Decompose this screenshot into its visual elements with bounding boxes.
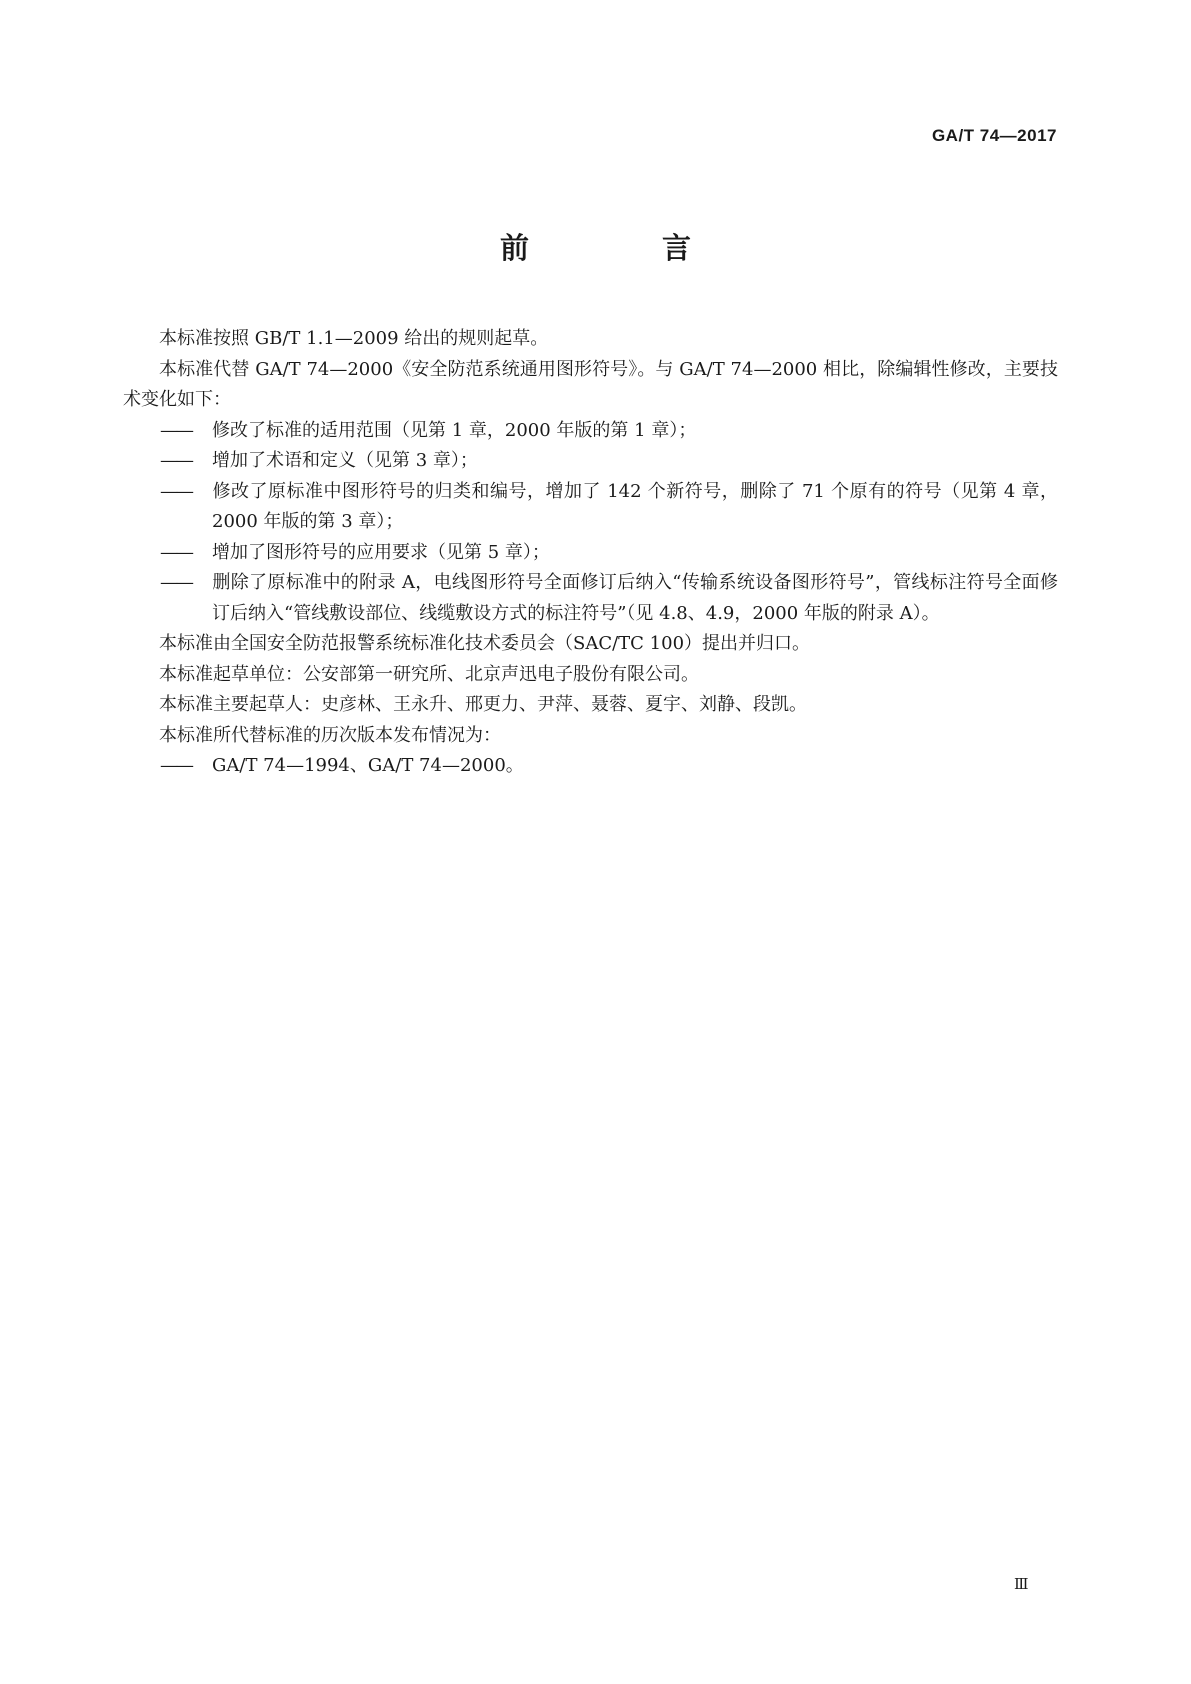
list-item-text: GA/T 74—1994、GA/T 74—2000。 (212, 755, 524, 776)
list-item-text: 删除了原标准中的附录 A，电线图形符号全面修订后纳入“传输系统设备图形符号”，管线标注符号全面修订后纳入“管线敷设部位、线缆敷设方式的标注符号”（见 4.8、4.9，2000 年版的附录 A）。 (212, 572, 1058, 624)
list-item-change (123, 568, 1058, 629)
paragraph-drafting-rules: 本标准按照 GB/T 1.1—2009 给出的规则起草。 (159, 328, 549, 349)
paragraph-drafting-units: 本标准起草单位：公安部第一研究所、北京声迅电子股份有限公司。 (159, 663, 699, 685)
list-dash: —— (160, 450, 192, 471)
standard-code: GA/T 74—2017 (931, 126, 1057, 145)
page-title: 前 言 (499, 231, 743, 265)
list-dash: —— (160, 755, 192, 776)
list-item-history (123, 751, 1058, 782)
list-item-change (123, 477, 1058, 538)
paragraph-history-intro: 本标准所代替标准的历次版本发布情况为： (159, 724, 501, 746)
list-dash: —— (160, 541, 192, 563)
paragraph-drafters: 本标准主要起草人：史彦林、王永升、邢更力、尹萍、聂蓉、夏宇、刘静、段凯。 (159, 694, 807, 715)
list-dash: —— (160, 572, 192, 593)
paragraph-proposer: 本标准由全国安全防范报警系统标准化技术委员会（SAC/TC 100）提出并归口。 (159, 633, 811, 654)
list-item-text: 增加了图形符号的应用要求（见第 5 章）； (212, 541, 550, 563)
list-item-text: 修改了原标准中图形符号的归类和编号，增加了 142 个新符号，删除了 71 个原有的符号（见第 4 章，2000 年版的第 3 章）； (212, 480, 1058, 532)
list-item-change (123, 416, 1058, 447)
list-dash: —— (160, 419, 192, 441)
list-item-change (123, 446, 1058, 477)
list-item-text: 修改了标准的适用范围（见第 1 章，2000 年版的第 1 章）； (212, 419, 697, 441)
list-item-change (123, 538, 1058, 569)
foreword-body (123, 324, 1058, 782)
page-number: Ⅲ (1014, 1575, 1029, 1593)
list-item-text: 增加了术语和定义（见第 3 章）； (212, 450, 478, 471)
list-dash: —— (160, 480, 192, 502)
paragraph-replacement: 本标准代替 GA/T 74—2000《安全防范系统通用图形符号》。与 GA/T 74—2000 相比，除编辑性修改，主要技术变化如下： (123, 358, 1058, 410)
